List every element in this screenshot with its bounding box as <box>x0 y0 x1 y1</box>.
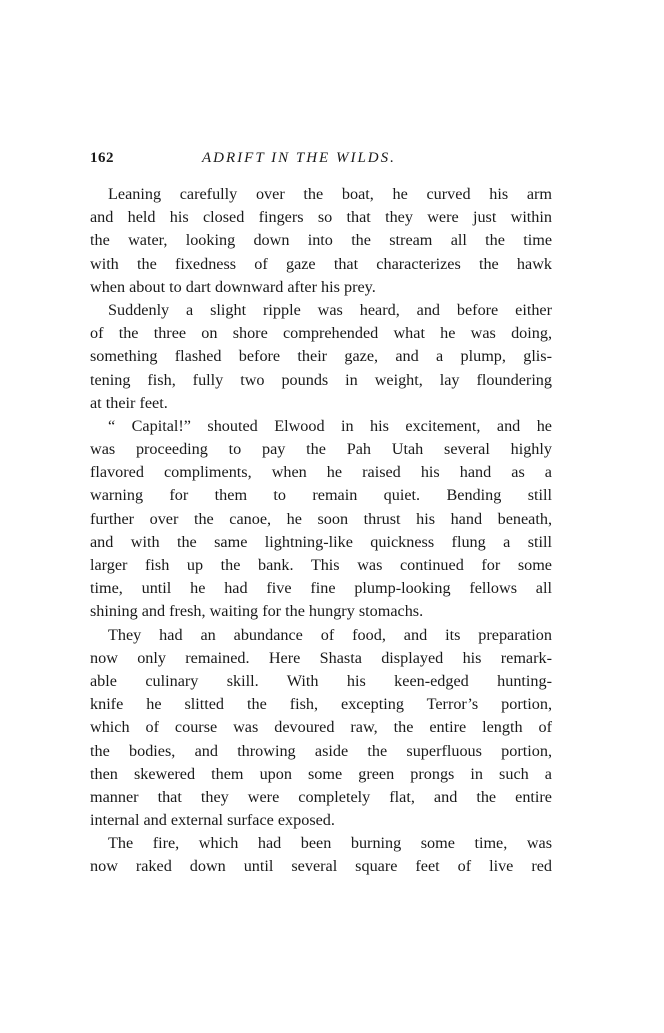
text-line: which of course was devoured raw, the entire length of <box>90 718 552 737</box>
text-line: now raked down until several square feet of live red <box>90 857 552 876</box>
text-line: further over the canoe, he soon thrust his hand beneath, <box>90 509 552 528</box>
text-line: They had an abundance of food, and its preparation <box>108 625 552 644</box>
running-title: ADRIFT IN THE WILDS. <box>202 150 396 166</box>
text-line: The fire, which had been burning some time, was <box>108 834 552 853</box>
text-line: internal and external surface exposed. <box>90 811 335 830</box>
text-line: Leaning carefully over the boat, he curved his arm <box>108 185 552 203</box>
text-line: larger fish up the bank. This was continued for some <box>90 556 552 574</box>
page-number: 162 <box>90 150 114 166</box>
text-line: knife he slitted the fish, excepting Terror’s portion, <box>90 695 552 714</box>
text-line: able culinary skill. With his keen-edged hunting- <box>90 671 552 690</box>
text-line: flavored compliments, when he raised his hand as a <box>90 463 552 482</box>
text-line: something flashed before their gaze, and a plump, glis- <box>90 347 552 366</box>
text-line: time, until he had five fine plump-looking fellows all <box>90 579 552 598</box>
text-line: at their feet. <box>90 393 168 412</box>
text-line: warning for them to remain quiet. Bending still <box>90 486 552 505</box>
text-line: of the three on shore comprehended what he was doing, <box>90 324 552 343</box>
text-line: the bodies, and throwing aside the superfluous portion, <box>90 741 552 760</box>
text-line: with the fixedness of gaze that characterizes the hawk <box>90 254 552 273</box>
text-line: manner that they were completely flat, and the entire <box>90 787 552 806</box>
text-line: Suddenly a slight ripple was heard, and before either <box>108 300 552 319</box>
text-line: shining and fresh, waiting for the hungry stomachs. <box>90 602 424 621</box>
text-line: the water, looking down into the stream all the time <box>90 231 552 250</box>
text-line: when about to dart downward after his prey. <box>90 277 376 296</box>
page-header <box>90 145 552 171</box>
text-line: now only remained. Here Shasta displayed his remark- <box>90 648 552 667</box>
text-line: tening fish, fully two pounds in weight, lay floundering <box>90 370 552 389</box>
book-page <box>90 145 552 879</box>
text-line: then skewered them upon some green prongs in such a <box>90 764 552 783</box>
text-line: was proceeding to pay the Pah Utah several highly <box>90 440 552 459</box>
body-text <box>90 183 552 879</box>
text-line: and with the same lightning-like quickness flung a still <box>90 532 552 551</box>
text-line: “ Capital!” shouted Elwood in his excitement, and he <box>108 416 552 435</box>
text-line: and held his closed fingers so that they were just within <box>90 208 552 227</box>
